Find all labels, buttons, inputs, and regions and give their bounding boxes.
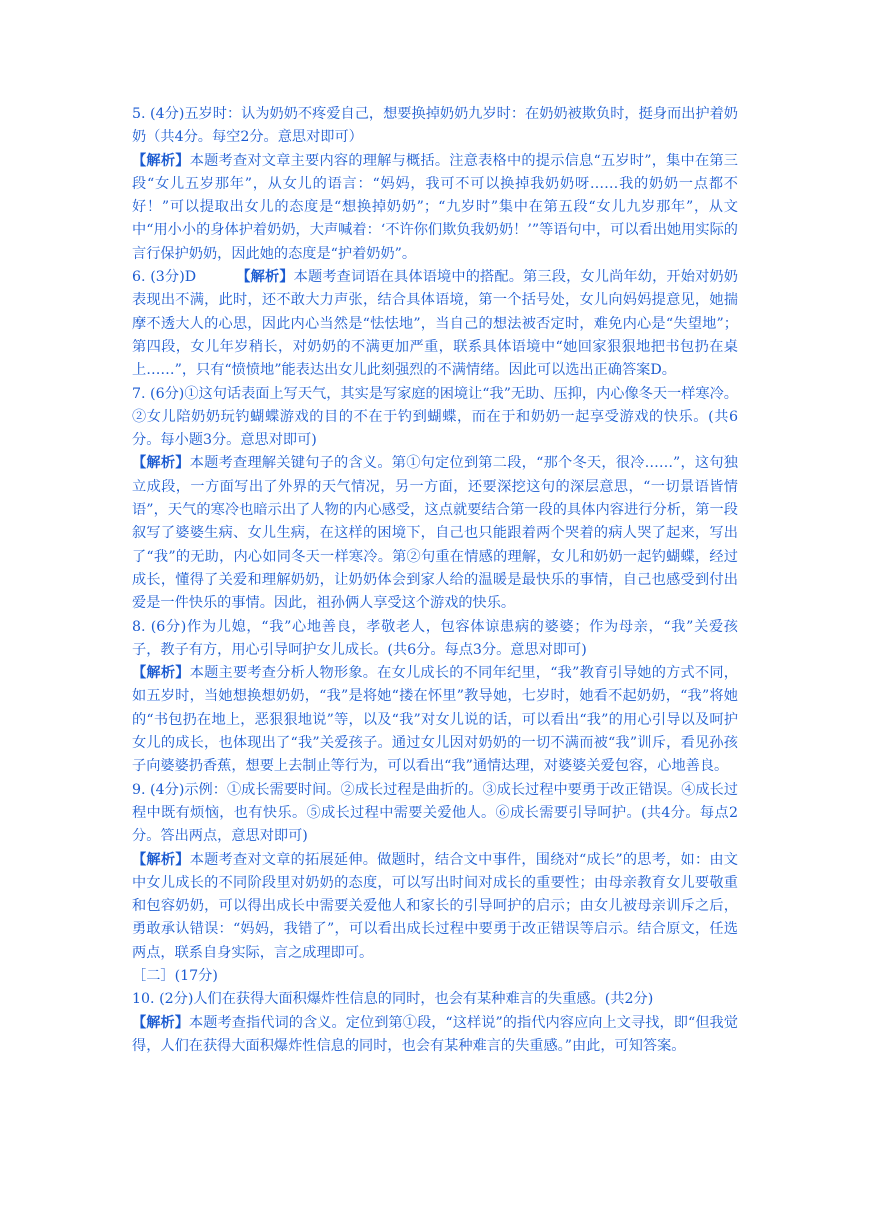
analysis-text: 本题考查指代词的含义。定位到第①段，“这样说”的指代内容应向上文寻找，即“但我觉得，人们在获得大面积爆炸性信息的同时，也会有某种难言的失重感。”由此，可知答案。 xyxy=(132,1014,738,1054)
analysis-text: 本题主要考查分析人物形象。在女儿成长的不同年纪里，“我”教育引导她的方式不同，如五岁时，当她想换想奶奶，“我”是将她“搂在怀里”教导她，七岁时，她看不起奶奶，“我”将她的“书包扔在地上，恶狠狠地说”等，以及“我”对女儿说的话，可以看出“我”的用心引导以及呵护女儿的成长，也体现出了“我”关爱孩子。通过女儿因对奶奶的一切不满而被“我”训斥，看见孙孩子向婆婆扔香蕉，想要上去制止等行为，可以看出“我”通情达理，对婆婆关爱包容，心地善良。 xyxy=(132,665,738,775)
analysis-text: 本题考查对文章主要内容的理解与概括。注意表格中的提示信息“五岁时”，集中在第三段“女儿五岁那年”，从女儿的语言：“妈妈，我可不可以换掉我奶奶呀……我的奶奶一点都不好！”可以提取出女儿的态度是“想换掉奶奶”；“九岁时”集中在第五段“女儿九岁那年”，从文中“用小小的身体护着奶奶，大声喊着：‘不许你们欺负我奶奶！’”等语句中，可以看出她用实际的言行保护奶奶，因此她的态度是“护着奶奶”。 xyxy=(132,152,738,262)
answer-text: 6. (3分)D xyxy=(132,269,197,286)
answer-key-content xyxy=(132,103,738,1058)
analysis-tag: 【解析】 xyxy=(132,665,190,682)
analysis-q10 xyxy=(132,1012,738,1059)
analysis-text: 本题考查词语在具体语境中的搭配。第三段，女儿尚年幼，开始对奶奶表现出不满，此时，还不敢大力声张，结合具体语境，第一个括号处，女儿向妈妈提意见，她揣摩不透大人的心思，因此内心当然是“怯怯地”，当自己的想法被否定时，难免内心是“失望地”；第四段，女儿年岁稍长，对奶奶的不满更加严重，联系具体语境中“她回家狠狠地把书包扔在桌上……”，只有“愤愤地”能表达出女儿此刻强烈的不满情绪。因此可以选出正确答案D。 xyxy=(132,269,738,379)
analysis-text: 本题考查对文章的拓展延伸。做题时，结合文中事件，围绕对“成长”的思考，如：由文中女儿成长的不同阶段里对奶奶的态度，可以写出时间对成长的重要性；由母亲教育女儿要敬重和包容奶奶，可以得出成长中需要关爱他人和家长的引导呵护的启示；由女儿被母亲训斥之后，勇敢承认错误：“妈妈，我错了”，可以看出成长过程中要勇于改正错误等启示。结合原文，任选两点，联系自身实际，言之成理即可。 xyxy=(132,851,738,961)
analysis-q8 xyxy=(132,662,738,778)
analysis-q9 xyxy=(132,849,738,965)
answer-q7 xyxy=(132,383,738,453)
answer-text: 8. (6分)作为儿媳，“我”心地善良，孝敬老人，包容体谅患病的婆婆；作为母亲，“我”关爱孩子，教子有方，用心引导呵护女儿成长。(共6分。每点3分。意思对即可) xyxy=(132,618,738,658)
answer-q10 xyxy=(132,988,738,1011)
analysis-tag: 【解析】 xyxy=(132,152,190,169)
answer-text: 7. (6分)①这句话表面上写天气，其实是写家庭的困境让“我”无助、压抑，内心像冬天一样寒冷。②女儿陪奶奶玩钓蝴蝶游戏的目的不在于钓到蝴蝶，而在于和奶奶一起享受游戏的快乐。(共6分。每小题3分。意思对即可) xyxy=(132,385,738,449)
answer-text: 5. (4分)五岁时：认为奶奶不疼爱自己，想要换掉奶奶九岁时：在奶奶被欺负时，挺身而出护着奶奶（共4分。每空2分。意思对即可） xyxy=(132,106,738,146)
answer-q6 xyxy=(132,266,738,382)
answer-q5 xyxy=(132,103,738,150)
section-heading-text: ［二］(17分) xyxy=(132,967,218,984)
section-heading-2 xyxy=(132,965,738,988)
analysis-tag: 【解析】 xyxy=(132,851,190,868)
analysis-text: 本题考查理解关键句子的含义。第①句定位到第二段，“那个冬天，很冷……”，这句独立成段，一方面写出了外界的天气情况，另一方面，还要深挖这句的深层意思，“一切景语皆情语”，天气的寒冷也暗示出了人物的内心感受，这点就要结合第一段的具体内容进行分析，第一段叙写了婆婆生病、女儿生病，在这样的困境下，自己也只能跟着两个哭着的病人哭了起来，写出了“我”的无助，内心如同冬天一样寒冷。第②句重在情感的理解，女儿和奶奶一起钓蝴蝶，经过成长，懂得了关爱和理解奶奶，让奶奶体会到家人给的温暖是最快乐的事情，自己也感受到付出爱是一件快乐的事情。因此，祖孙俩人享受这个游戏的快乐。 xyxy=(132,455,738,612)
answer-text: 9. (4分)示例：①成长需要时间。②成长过程是曲折的。③成长过程中要勇于改正错误。④成长过程中既有烦恼，也有快乐。⑤成长过程中需要关爱他人。⑥成长需要引导呵护。(共4分。每点2分。答出两点，意思对即可) xyxy=(132,781,738,845)
analysis-q5 xyxy=(132,150,738,266)
answer-text: 10. (2分)人们在获得大面积爆炸性信息的同时，也会有某种难言的失重感。(共2分) xyxy=(132,991,654,1008)
analysis-q7 xyxy=(132,452,738,615)
analysis-tag: 【解析】 xyxy=(132,1014,189,1031)
answer-q8 xyxy=(132,616,738,663)
analysis-tag: 【解析】 xyxy=(236,269,294,286)
answer-q9 xyxy=(132,779,738,849)
analysis-tag: 【解析】 xyxy=(132,455,190,472)
